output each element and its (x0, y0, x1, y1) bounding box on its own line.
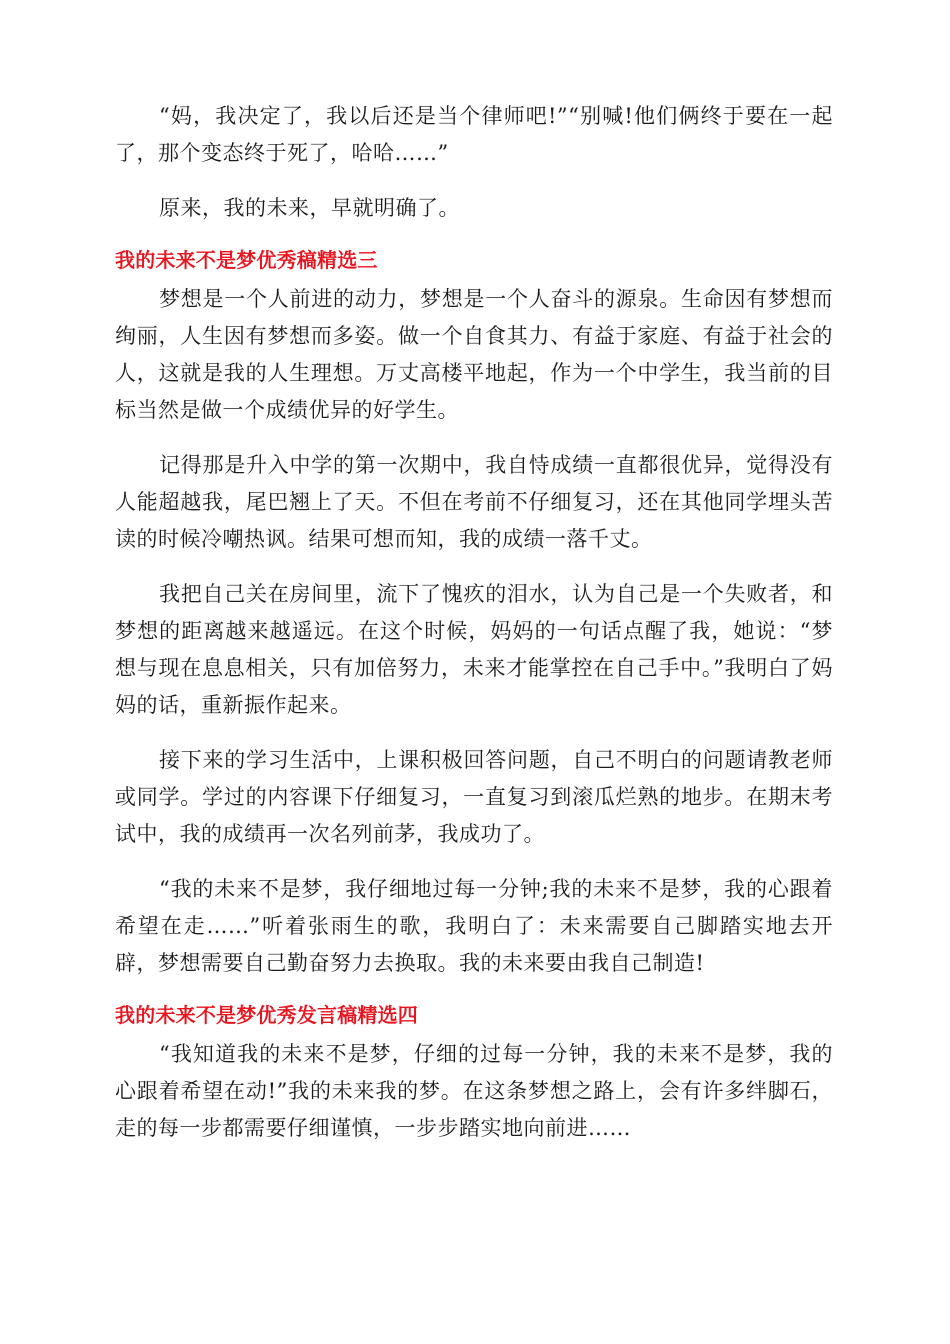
paragraph: 梦想是一个人前进的动力，梦想是一个人奋斗的源泉。生命因有梦想而绚丽，人生因有梦想而多姿。做一个自食其力、有益于家庭、有益于社会的人，这就是我的人生理想。万丈高楼平地起，作为一个中学生，我当前的目标当然是做一个成绩优异的好学生。 (115, 287, 833, 422)
paragraph: 我把自己关在房间里，流下了愧疚的泪水，认为自己是一个失败者，和梦想的距离越来越遥远。在这个时候，妈妈的一句话点醒了我，她说：“梦想与现在息息相关，只有加倍努力，未来才能掌控在自己手中。”我明白了妈妈的话，重新振作起来。 (115, 582, 833, 717)
paragraph: “妈，我决定了，我以后还是当个律师吧!”“别喊!他们俩终于要在一起了，那个变态终于死了，哈哈……” (115, 104, 833, 165)
paragraph: 原来，我的未来，早就明确了。 (159, 196, 460, 220)
paragraph: 记得那是升入中学的第一次期中，我自恃成绩一直都很优异，觉得没有人能超越我，尾巴翘上了天。不但在考前不仔细复习，还在其他同学埋头苦读的时候冷嘲热讽。结果可想而知，我的成绩一落千丈。 (115, 453, 833, 551)
document-page (115, 98, 833, 1165)
section-heading: 我的未来不是梦优秀稿精选三 (115, 248, 378, 272)
paragraph: “我的未来不是梦，我仔细地过每一分钟;我的未来不是梦，我的心跟着希望在走……”听着张雨生的歌，我明白了：未来需要自己脚踏实地去开辟，梦想需要自己勤奋努力去换取。我的未来要由我自己制造! (115, 877, 833, 975)
paragraph: “我知道我的未来不是梦，仔细的过每一分钟，我的未来不是梦，我的心跟着希望在动!”我的未来我的梦。在这条梦想之路上，会有许多绊脚石，走的每一步都需要仔细谨慎，一步步踏实地向前进…… (115, 1042, 833, 1140)
paragraph: 接下来的学习生活中，上课积极回答问题，自己不明白的问题请教老师或同学。学过的内容课下仔细复习，一直复习到滚瓜烂熟的地步。在期末考试中，我的成绩再一次名列前茅，我成功了。 (115, 748, 833, 846)
section-heading: 我的未来不是梦优秀发言稿精选四 (115, 1003, 418, 1027)
